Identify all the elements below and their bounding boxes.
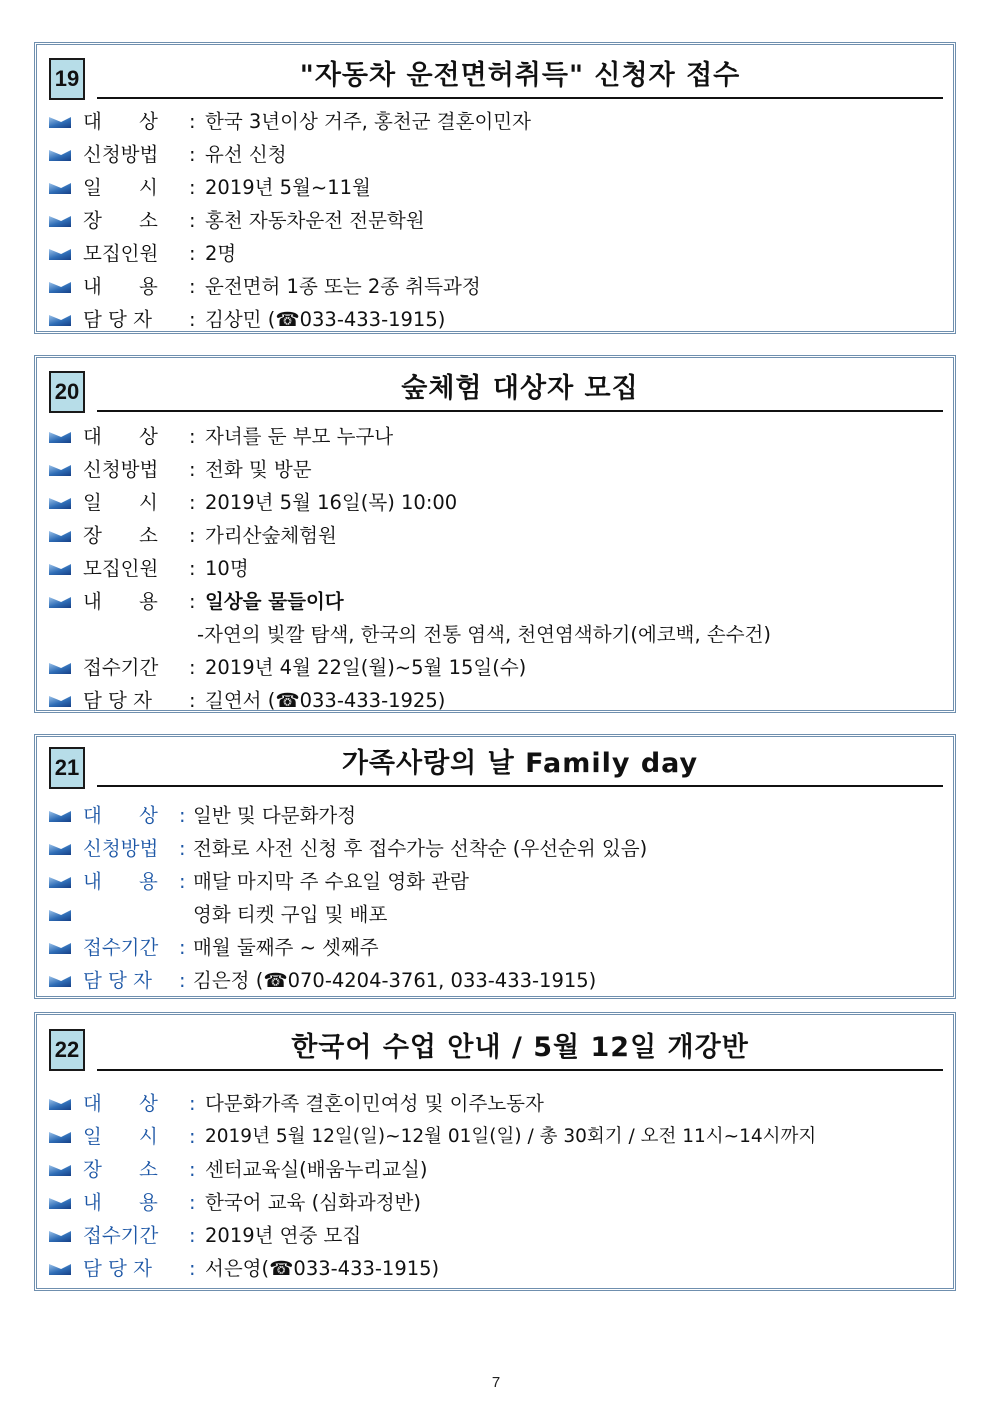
envelope-icon (49, 1231, 71, 1242)
row-colon: : (189, 110, 196, 133)
row-label: 모집인원 (83, 242, 159, 265)
info-row (49, 204, 943, 237)
info-row (49, 1087, 943, 1120)
envelope-icon (49, 249, 71, 260)
row-value: -자연의 빛깔 탐색, 한국의 전통 염색, 천연염색하기(에코백, 손수건) (197, 623, 771, 646)
row-value: 일상을 물들이다 (205, 590, 344, 613)
info-row (49, 237, 943, 270)
row-colon: : (189, 209, 196, 232)
info-row (49, 1153, 943, 1186)
row-colon: : (179, 870, 186, 893)
row-label: 담 당 자 (83, 1257, 152, 1280)
page-number: 7 (491, 1374, 501, 1391)
envelope-icon (49, 844, 71, 855)
row-value: 한국 3년이상 거주, 홍천군 결혼이민자 (205, 110, 531, 133)
row-value: 전화 및 방문 (205, 458, 312, 481)
row-value: 영화 티켓 구입 및 배포 (193, 903, 388, 926)
info-row (49, 585, 943, 618)
row-value: 매월 둘째주 ~ 셋째주 (193, 936, 379, 959)
info-row (49, 651, 943, 684)
envelope-icon (49, 216, 71, 227)
info-row-continuation (49, 618, 943, 651)
row-label: 장 소 (83, 209, 158, 232)
row-value: 2019년 5월 12일(일)~12월 01일(일) / 총 30회기 / 오전 11시~14시까지 (205, 1126, 817, 1147)
row-label: 모집인원 (83, 557, 159, 580)
row-label: 접수기간 (83, 656, 159, 679)
row-colon: : (189, 425, 196, 448)
envelope-icon (49, 183, 71, 194)
row-colon: : (189, 689, 196, 712)
info-row (49, 799, 943, 832)
envelope-icon (49, 976, 71, 987)
row-colon: : (189, 1092, 196, 1115)
envelope-icon (49, 150, 71, 161)
envelope-icon (49, 943, 71, 954)
info-row (49, 270, 943, 303)
row-value: 홍천 자동차운전 전문학원 (205, 209, 425, 232)
info-row-continuation (49, 898, 943, 931)
info-row (49, 105, 943, 138)
row-colon: : (189, 1257, 196, 1280)
row-colon: : (189, 242, 196, 265)
row-label: 장 소 (83, 1158, 158, 1181)
row-colon: : (189, 524, 196, 547)
row-label: 대 상 (83, 1092, 158, 1115)
row-label: 장 소 (83, 524, 158, 547)
row-value: 한국어 교육 (심화과정반) (205, 1191, 421, 1214)
row-label: 신청방법 (83, 143, 159, 166)
envelope-icon (49, 1198, 71, 1209)
row-colon: : (189, 1158, 196, 1181)
envelope-icon (49, 432, 71, 443)
envelope-icon (49, 663, 71, 674)
row-value: 유선 신청 (205, 143, 287, 166)
section-20 (34, 355, 956, 713)
row-colon: : (189, 308, 196, 331)
row-colon: : (189, 557, 196, 580)
info-row (49, 684, 943, 717)
info-row (49, 1252, 943, 1285)
row-colon: : (189, 143, 196, 166)
envelope-icon (49, 498, 71, 509)
info-row (49, 171, 943, 204)
info-row (49, 865, 943, 898)
row-value: 김상민 (☎033-433-1915) (205, 308, 446, 331)
row-colon: : (179, 804, 186, 827)
row-label: 일 시 (83, 1125, 158, 1148)
row-label: 내 용 (83, 590, 158, 613)
envelope-icon (49, 1165, 71, 1176)
row-value: 2019년 4월 22일(월)~5월 15일(수) (205, 656, 527, 679)
section-title: "자동차 운전면허취득" 신청자 접수 (97, 57, 943, 99)
row-colon: : (189, 1125, 196, 1148)
row-value: 가리산숲체험원 (205, 524, 337, 547)
info-row (49, 1120, 943, 1153)
info-row (49, 486, 943, 519)
section-title: 숲체험 대상자 모집 (97, 370, 943, 412)
row-label: 일 시 (83, 491, 158, 514)
envelope-icon (49, 1099, 71, 1110)
section-19 (34, 42, 956, 334)
row-value: 자녀를 둔 부모 누구나 (205, 425, 394, 448)
envelope-icon (49, 564, 71, 575)
info-row (49, 138, 943, 171)
envelope-icon (49, 1132, 71, 1143)
info-row (49, 519, 943, 552)
info-row (49, 832, 943, 865)
row-label: 담 당 자 (83, 308, 152, 331)
row-value: 2명 (205, 242, 237, 265)
envelope-icon (49, 282, 71, 293)
row-value: 2019년 5월~11월 (205, 176, 371, 199)
section-title: 한국어 수업 안내 / 5월 12일 개강반 (97, 1029, 943, 1071)
envelope-icon (49, 1264, 71, 1275)
row-value: 일반 및 다문화가정 (193, 804, 357, 827)
row-value: 전화로 사전 신청 후 접수가능 선착순 (우선순위 있음) (193, 837, 648, 860)
envelope-icon (49, 910, 71, 921)
row-value: 매달 마지막 주 수요일 영화 관람 (193, 870, 469, 893)
row-label: 일 시 (83, 176, 158, 199)
row-colon: : (189, 458, 196, 481)
row-label: 내 용 (83, 870, 158, 893)
row-colon: : (189, 1224, 196, 1247)
envelope-icon (49, 531, 71, 542)
row-value: 2019년 연중 모집 (205, 1224, 362, 1247)
row-label: 신청방법 (83, 837, 159, 860)
row-label: 신청방법 (83, 458, 159, 481)
envelope-icon (49, 696, 71, 707)
envelope-icon (49, 877, 71, 888)
row-colon: : (189, 1191, 196, 1214)
row-value: 센터교육실(배움누리교실) (205, 1158, 428, 1181)
section-number: 21 (49, 747, 85, 789)
row-value: 2019년 5월 16일(목) 10:00 (205, 491, 458, 514)
row-colon: : (179, 969, 186, 992)
row-label: 접수기간 (83, 936, 159, 959)
row-colon: : (189, 656, 196, 679)
row-label: 대 상 (83, 110, 158, 133)
section-number: 20 (49, 371, 85, 413)
section-title: 가족사랑의 날 Family day (97, 745, 943, 787)
row-colon: : (189, 176, 196, 199)
row-colon: : (179, 837, 186, 860)
info-row (49, 931, 943, 964)
row-colon: : (179, 936, 186, 959)
info-row (49, 1186, 943, 1219)
row-value: 다문화가족 결혼이민여성 및 이주노동자 (205, 1092, 544, 1115)
info-row (49, 964, 943, 997)
row-value: 운전면허 1종 또는 2종 취득과정 (205, 275, 481, 298)
row-label: 접수기간 (83, 1224, 159, 1247)
info-row (49, 420, 943, 453)
row-label: 담 당 자 (83, 969, 152, 992)
info-row (49, 303, 943, 336)
info-row (49, 1219, 943, 1252)
row-colon: : (189, 590, 196, 613)
row-colon: : (189, 275, 196, 298)
row-label: 담 당 자 (83, 689, 152, 712)
row-value: 길연서 (☎033-433-1925) (205, 689, 446, 712)
row-label: 대 상 (83, 804, 158, 827)
row-value: 김은정 (☎070-4204-3761, 033-433-1915) (193, 969, 597, 992)
envelope-icon (49, 811, 71, 822)
section-22 (34, 1012, 956, 1291)
info-row (49, 453, 943, 486)
section-21 (34, 734, 956, 999)
row-label: 내 용 (83, 1191, 158, 1214)
row-colon: : (189, 491, 196, 514)
envelope-icon (49, 117, 71, 128)
envelope-icon (49, 597, 71, 608)
section-number: 19 (49, 58, 85, 100)
row-label: 대 상 (83, 425, 158, 448)
envelope-icon (49, 315, 71, 326)
row-label: 내 용 (83, 275, 158, 298)
row-value: 10명 (205, 557, 249, 580)
section-number: 22 (49, 1029, 85, 1071)
row-value: 서은영(☎033-433-1915) (205, 1257, 440, 1280)
envelope-icon (49, 465, 71, 476)
info-row (49, 552, 943, 585)
